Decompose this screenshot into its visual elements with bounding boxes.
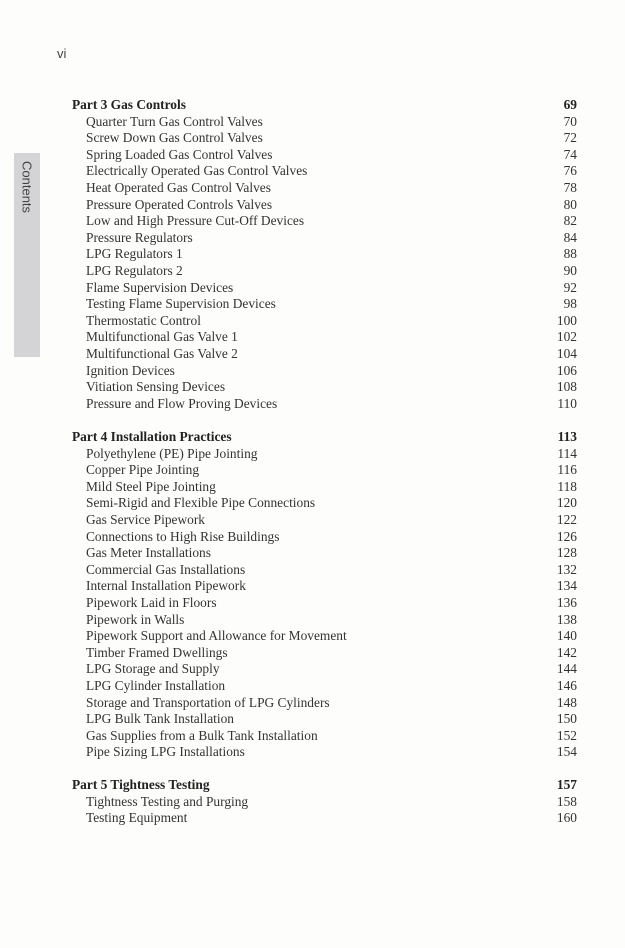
- toc-entry: [72, 695, 577, 712]
- entry-page-number: 132: [556, 561, 577, 577]
- toc-entry: [72, 728, 577, 745]
- toc-entry: [72, 346, 577, 363]
- toc-entry: [72, 246, 577, 263]
- entry-page-number: 69: [563, 97, 577, 112]
- entry-title: Gas Service Pipework: [86, 511, 205, 527]
- entry-title: Pipework in Walls: [86, 611, 185, 627]
- entry-title: Pipe Sizing LPG Installations: [86, 744, 245, 760]
- entry-page-number: 146: [556, 677, 577, 693]
- part-heading: [72, 97, 577, 114]
- entry-page-number: 160: [556, 810, 577, 826]
- entry-title: Part 4 Installation Practices: [72, 429, 232, 444]
- toc-entry: [72, 379, 577, 396]
- entry-page-number: 140: [556, 628, 577, 644]
- entry-title: Electrically Operated Gas Control Valves: [86, 163, 308, 179]
- entry-page-number: 80: [563, 196, 577, 212]
- entry-title: Multifunctional Gas Valve 2: [86, 345, 238, 361]
- entry-page-number: 138: [556, 611, 577, 627]
- toc-entry: [72, 794, 577, 811]
- part-heading: [72, 429, 577, 446]
- toc-entry: [72, 114, 577, 131]
- toc-entry: [72, 578, 577, 595]
- toc-entry: [72, 280, 577, 297]
- part-heading: [72, 777, 577, 794]
- toc-entry: [72, 363, 577, 380]
- entry-page-number: 106: [556, 362, 577, 378]
- entry-title: Internal Installation Pipework: [86, 578, 246, 594]
- entry-title: Testing Equipment: [86, 810, 188, 826]
- entry-page-number: 142: [556, 644, 577, 660]
- toc-entry: [72, 595, 577, 612]
- entry-title: Spring Loaded Gas Control Valves: [86, 146, 273, 162]
- toc-entry: [72, 545, 577, 562]
- toc-entry: [72, 329, 577, 346]
- page-number: vi: [57, 46, 67, 61]
- entry-page-number: 108: [556, 379, 577, 395]
- entry-title: Polyethylene (PE) Pipe Jointing: [86, 445, 258, 461]
- entry-page-number: 118: [557, 478, 577, 494]
- entry-title: Multifunctional Gas Valve 1: [86, 329, 238, 345]
- entry-page-number: 90: [563, 262, 577, 278]
- toc-entry: [72, 130, 577, 147]
- entry-title: Storage and Transportation of LPG Cylinders: [86, 694, 330, 710]
- entry-page-number: 70: [563, 113, 577, 129]
- toc-part-4: [72, 429, 577, 761]
- entry-title: Quarter Turn Gas Control Valves: [86, 113, 263, 129]
- entry-page-number: 157: [556, 777, 577, 792]
- entry-title: Pipework Laid in Floors: [86, 594, 217, 610]
- entry-page-number: 134: [556, 578, 577, 594]
- toc-entry: [72, 147, 577, 164]
- entry-page-number: 92: [563, 279, 577, 295]
- entry-page-number: 76: [563, 163, 577, 179]
- entry-page-number: 104: [556, 345, 577, 361]
- entry-title: Mild Steel Pipe Jointing: [86, 478, 216, 494]
- entry-title: Vitiation Sensing Devices: [86, 379, 226, 395]
- toc-part-3: [72, 97, 577, 412]
- toc-entry: [72, 495, 577, 512]
- entry-page-number: 72: [563, 130, 577, 146]
- toc-entry: [72, 296, 577, 313]
- toc-entry: [72, 213, 577, 230]
- entry-title: Pressure and Flow Proving Devices: [86, 395, 278, 411]
- toc-entry: [72, 230, 577, 247]
- entry-title: Ignition Devices: [86, 362, 175, 378]
- entry-title: Tightness Testing and Purging: [86, 793, 249, 809]
- entry-page-number: 150: [556, 711, 577, 727]
- entry-page-number: 74: [563, 146, 577, 162]
- toc-entry: [72, 263, 577, 280]
- entry-title: Part 5 Tightness Testing: [72, 777, 210, 792]
- toc-entry: [72, 612, 577, 629]
- toc-entry: [72, 678, 577, 695]
- entry-page-number: 154: [556, 744, 577, 760]
- entry-title: LPG Regulators 1: [86, 246, 183, 262]
- entry-title: LPG Bulk Tank Installation: [86, 711, 234, 727]
- entry-page-number: 148: [556, 694, 577, 710]
- entry-page-number: 88: [563, 246, 577, 262]
- entry-page-number: 144: [556, 661, 577, 677]
- toc-entry: [72, 711, 577, 728]
- entry-title: Pipework Support and Allowance for Movement: [86, 628, 347, 644]
- entry-title: Timber Framed Dwellings: [86, 644, 228, 660]
- entry-title: Screw Down Gas Control Valves: [86, 130, 263, 146]
- entry-page-number: 78: [563, 179, 577, 195]
- entry-title: LPG Storage and Supply: [86, 661, 220, 677]
- entry-title: Copper Pipe Jointing: [86, 462, 200, 478]
- entry-title: Part 3 Gas Controls: [72, 97, 186, 112]
- entry-title: LPG Cylinder Installation: [86, 677, 226, 693]
- toc-entry: [72, 810, 577, 827]
- entry-page-number: 102: [556, 329, 577, 345]
- toc-part-5: [72, 777, 577, 827]
- entry-page-number: 122: [556, 511, 577, 527]
- entry-page-number: 100: [556, 312, 577, 328]
- entry-page-number: 98: [563, 296, 577, 312]
- entry-title: Connections to High Rise Buildings: [86, 528, 280, 544]
- entry-page-number: 158: [556, 793, 577, 809]
- entry-title: LPG Regulators 2: [86, 262, 183, 278]
- toc-entry: [72, 645, 577, 662]
- entry-page-number: 84: [563, 229, 577, 245]
- entry-page-number: 114: [557, 445, 577, 461]
- entry-page-number: 120: [556, 495, 577, 511]
- toc-entry: [72, 197, 577, 214]
- toc-entry: [72, 562, 577, 579]
- toc-entry: [72, 661, 577, 678]
- entry-title: Gas Meter Installations: [86, 545, 211, 561]
- toc-entry: [72, 744, 577, 761]
- toc-entry: [72, 180, 577, 197]
- toc-entry: [72, 462, 577, 479]
- toc-entry: [72, 512, 577, 529]
- side-tab-label: Contents: [19, 161, 35, 214]
- entry-title: Semi-Rigid and Flexible Pipe Connections: [86, 495, 316, 511]
- toc-entry: [72, 313, 577, 330]
- toc-entry: [72, 628, 577, 645]
- entry-page-number: 126: [556, 528, 577, 544]
- entry-page-number: 152: [556, 727, 577, 743]
- entry-page-number: 116: [557, 462, 577, 478]
- toc-entry: [72, 479, 577, 496]
- entry-title: Gas Supplies from a Bulk Tank Installation: [86, 727, 318, 743]
- entry-page-number: 128: [556, 545, 577, 561]
- entry-title: Commercial Gas Installations: [86, 561, 246, 577]
- contents-side-tab: [14, 153, 40, 357]
- entry-title: Flame Supervision Devices: [86, 279, 234, 295]
- entry-title: Low and High Pressure Cut-Off Devices: [86, 213, 305, 229]
- toc-entry: [72, 396, 577, 413]
- entry-page-number: 113: [557, 429, 577, 444]
- entry-title: Testing Flame Supervision Devices: [86, 296, 276, 312]
- entry-title: Heat Operated Gas Control Valves: [86, 179, 271, 195]
- entry-page-number: 82: [563, 213, 577, 229]
- entry-page-number: 110: [557, 395, 577, 411]
- toc-entry: [72, 529, 577, 546]
- entry-title: Pressure Regulators: [86, 229, 193, 245]
- entry-page-number: 136: [556, 594, 577, 610]
- toc-entry: [72, 163, 577, 180]
- entry-title: Pressure Operated Controls Valves: [86, 196, 273, 212]
- entry-title: Thermostatic Control: [86, 312, 201, 328]
- toc-entry: [72, 446, 577, 463]
